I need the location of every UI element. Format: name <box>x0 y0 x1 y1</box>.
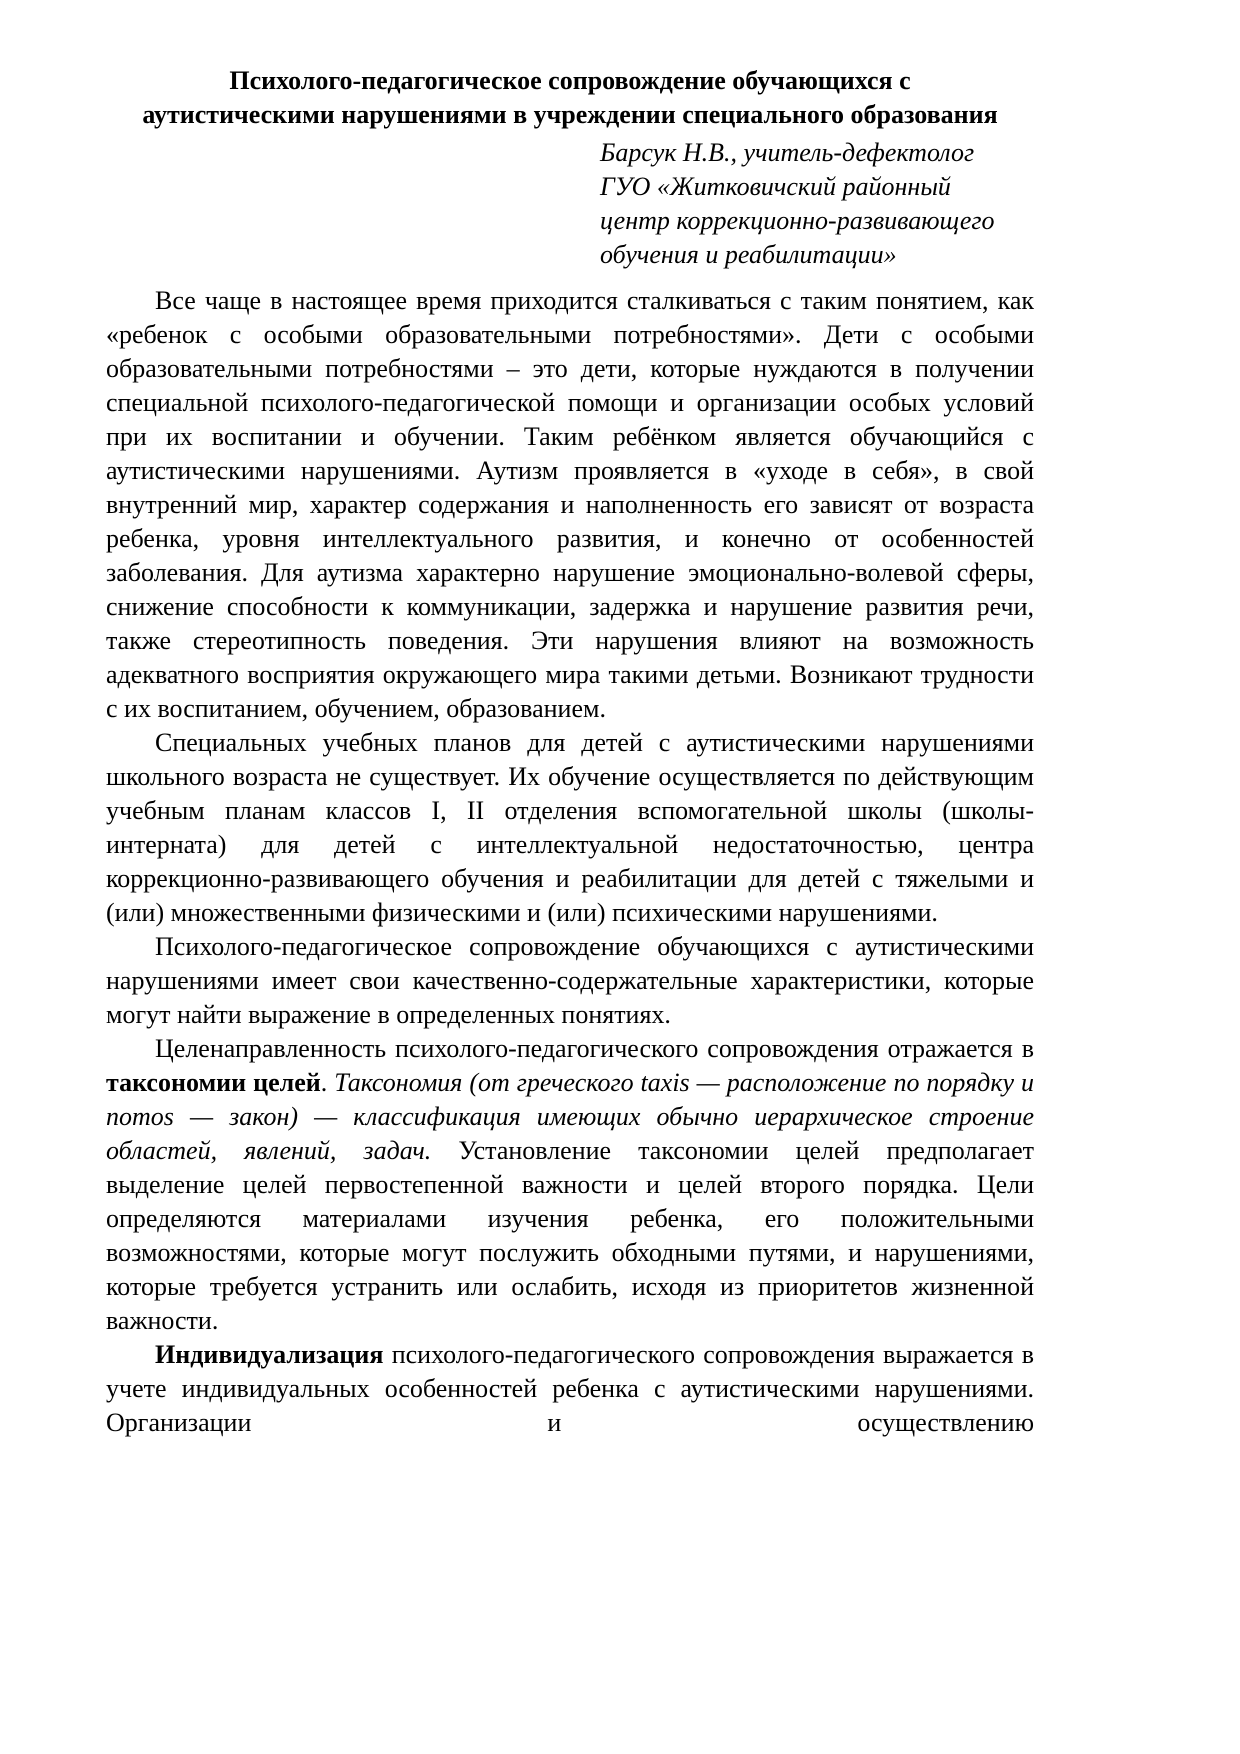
title-line-1: Психолого-педагогическое сопровождение обучающихся с <box>229 66 911 95</box>
title-line-2: аутистическими нарушениями в учреждении специального образования <box>142 100 998 129</box>
text-run: Все чаще в настоящее время приходится сталкиваться с таким понятием, как «ребенок с особыми образовательными потребностями». Дети с особыми образовательными потребностями – это дети, которые нуждаются в получении специальной психолого-педагогической помощи и организации особых условий при их воспитании и обучении. Таким ребёнком является обучающийся с аутистическими нарушениями. Аутизм проявляется в «уходе в себя», в свой внутренний мир, характер содержания и наполненность его зависят от возраста ребенка, уровня интеллектуального развития, и конечно от особенностей заболевания. Для аутизма характерно нарушение эмоционально-волевой сферы, снижение способности к коммуникации, задержка и нарушение развития речи, также стереотипность поведения. Эти нарушения влияют на возможность адекватного восприятия окружающего мира такими детьми. Возникают трудности с их воспитанием, обучением, образованием. <box>106 286 1034 723</box>
author-line-4: обучения и реабилитации» <box>600 240 897 269</box>
paragraph-individualization <box>106 1338 1034 1440</box>
paragraph-curricula <box>106 726 1034 930</box>
text-run: Психолого-педагогическое сопровождение обучающихся с аутистическими нарушениями имеет свои качественно-содержательные характеристики, которые могут найти выражение в определенных понятиях. <box>106 932 1034 1029</box>
text-run: Специальных учебных планов для детей с аутистическими нарушениями школьного возраста не существует. Их обучение осуществляется по действующим учебным планам классов I, II отделения вспомогательной школы (школы-интерната) для детей с интеллектуальной недостаточностью, центра коррекционно-развивающего обучения и реабилитации для детей с тяжелыми и (или) множественными физическими и (или) психическими нарушениями. <box>106 728 1034 927</box>
text-run-bold: Индивидуализация <box>155 1340 384 1369</box>
text-run-bold: таксономии целей <box>106 1068 321 1097</box>
paragraph-taxonomy <box>106 1032 1034 1338</box>
paragraph-intro <box>106 284 1034 726</box>
text-run: Установление таксономии целей предполагает выделение целей первостепенной важности и целей второго порядка. Цели определяются материалами изучения ребенка, его положительными возможностями, которые могут послужить обходными путями, и нарушениями, которые требуется устранить или ослабить, исходя из приоритетов жизненной важности. <box>106 1136 1035 1335</box>
author-block <box>106 136 1034 272</box>
text-run: . <box>320 1068 335 1097</box>
author-line-3: центр коррекционно-развивающего <box>600 206 995 235</box>
text-run: психолого-педагогического сопровождения выражается в учете индивидуальных особенностей ребенка с аутистическими нарушениями. Организации и осуществлению <box>106 1340 1034 1437</box>
paragraph-support-characteristics <box>106 930 1034 1032</box>
text-run: Целенаправленность психолого-педагогического сопровождения отражается в <box>155 1034 1034 1063</box>
document-title <box>106 64 1034 132</box>
text-run-italic: Таксономия (от греческого taxis — расположение по порядку и nomos — закон) — классификация имеющих обычно иерархическое строение областей, явлений, задач. <box>106 1068 1035 1165</box>
author-line-2: ГУО «Житковичский районный <box>600 172 951 201</box>
author-line-1: Барсук Н.В., учитель-дефектолог <box>600 138 975 167</box>
